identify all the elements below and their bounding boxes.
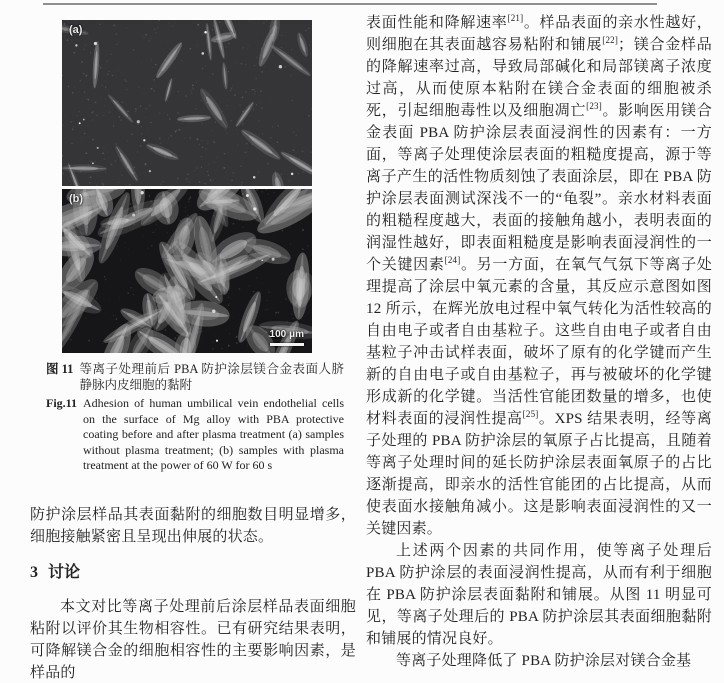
scale-bar-line <box>270 343 304 346</box>
paragraph: 等离子处理降低了 PBA 防护涂层对镁合金基 <box>396 653 692 669</box>
right-column <box>366 12 712 672</box>
micrograph-panel-a <box>62 20 312 186</box>
caption-en-label: Fig.11 <box>46 396 78 410</box>
header-rule <box>43 3 657 5</box>
caption-cn-label: 图 11 <box>46 362 74 376</box>
paragraph-continuation: 防护涂层样品其表面黏附的细胞数目明显增多，细胞接触紧密且呈现出伸展的状态。 <box>30 507 356 545</box>
figure-11 <box>62 20 312 353</box>
caption-english <box>46 396 344 474</box>
panel-a-label: (a) <box>69 24 83 36</box>
citation-superscript: [25] <box>522 409 539 419</box>
figure-caption <box>46 361 344 474</box>
micrograph-a-image <box>62 20 312 186</box>
citation-superscript: [21] <box>507 13 524 23</box>
caption-chinese <box>46 361 344 393</box>
caption-en-text: Adhesion of human umbilical vein endothelial cells on the surface of Mg alloy with PBA protective coating before and after plasma treatment (a) samples without plasma treatment; (b) samples with plasma treatment at the power of 60 W for 60 s <box>83 396 344 472</box>
panel-b-label: (b) <box>69 193 84 205</box>
scale-bar <box>270 330 304 346</box>
caption-cn-text: 等离子处理前后 PBA 防护涂层镁合金表面人脐静脉内皮细胞的黏附 <box>79 362 344 392</box>
paragraph: 表面性能和降解速率[21]。样品表面的亲水性越好，则细胞在其表面越容易粘附和铺展[22]；镁合金样品的降解速率过高，导致局部碱化和局部镁离子浓度过高，从而使原本粘附在镁合金表面的细胞被杀死，引起细胞毒性以及细胞凋亡[23]。影响医用镁合金表面 PBA 防护涂层表面浸润性的因素有：一方面，等离子处理使涂层表面的粗糙度提高，源于等离子产生的活性物质刻蚀了表面涂层，即在 PBA 防护涂层表面测试深浅不一的“龟裂”。亲水材料表面的粗糙程度越大，表面的接触角越小，表明表面的润湿性越好，即表面粗糙度是影响表面浸润性的一个关键因素[24]。另一方面，在氧气气氛下等离子处理提高了涂层中氧元素的含量，其反应示意图如图 12 所示，在辉光放电过程中氧气转化为活性较高的自由电子或者自由基粒子。这些自由电子或者自由基粒子冲击试样表面，破坏了原有的化学键而产生新的自由电子或自由基粒子，再与被破坏的化学键形成新的化学键。当活性官能团数量的增多，也使材料表面的浸润性提高[25]。XPS 结果表明，经等离子处理的 PBA 防护涂层的氧原子占比提高，且随着等离子处理时间的延长防护涂层表面氧原子的占比逐渐提高，即亲水的活性官能团的占比提高，从而使表面水接触角减小。这是影响表面浸润性的又一关键因素。 <box>366 13 712 537</box>
citation-superscript: [23] <box>586 101 602 111</box>
scale-bar-label: 100 μm <box>269 329 304 340</box>
paragraph-discussion: 本文对比等离子处理前后涂层样品表面细胞粘附以评价其生物相容性。已有研究结果表明，可降解镁合金的细胞相容性的主要影响因素，是样品的 <box>30 599 356 681</box>
left-column <box>30 504 356 683</box>
citation-superscript: [24] <box>444 255 461 265</box>
micrograph-panel-b <box>62 189 312 353</box>
citation-superscript: [22] <box>602 35 619 45</box>
paragraph: 上述两个因素的共同作用，使等离子处理后 PBA 防护涂层的表面浸润性提高，从而有利于细胞在 PBA 防护涂层表面黏附和铺展。从图 11 明显可见，等离子处理后的 PBA 防护涂层其表面细胞黏附和铺展的情况良好。 <box>366 543 712 647</box>
section-heading-discussion: 3 讨论 <box>30 564 81 581</box>
